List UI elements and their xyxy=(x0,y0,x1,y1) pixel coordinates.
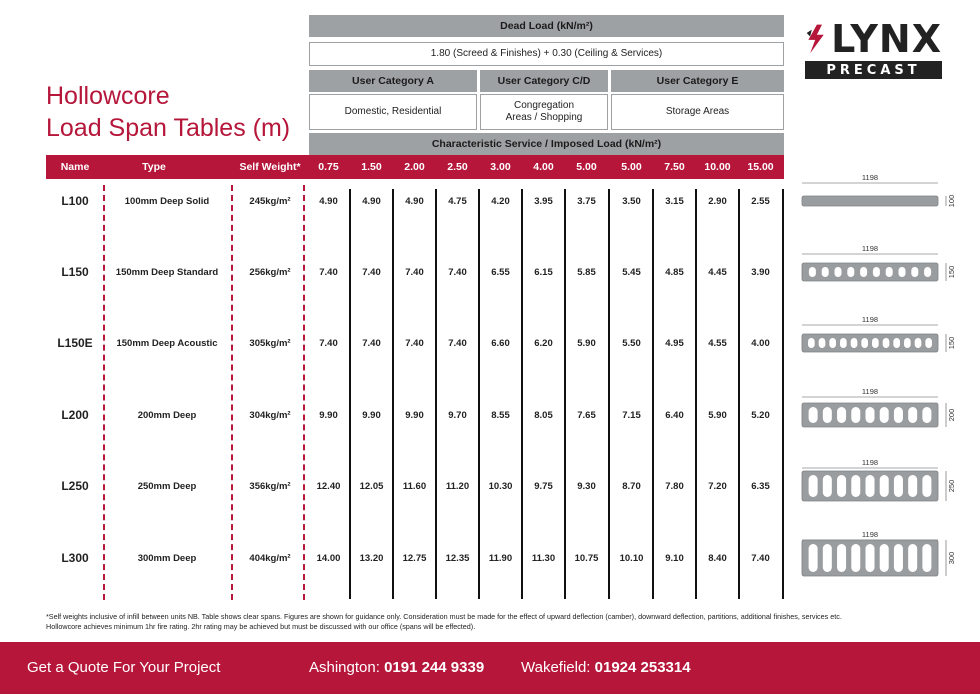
span-value: 5.90 xyxy=(577,337,596,349)
span-value: 3.15 xyxy=(665,195,684,207)
span-value: 6.35 xyxy=(751,480,770,492)
span-value: 3.90 xyxy=(751,266,770,278)
row-name: L100 xyxy=(61,194,89,208)
width-label: 1198 xyxy=(861,458,879,467)
footer-office-ashington[interactable] xyxy=(309,659,484,676)
hollow-core xyxy=(924,267,931,277)
footnote xyxy=(46,612,966,632)
header-name: Name xyxy=(60,161,90,173)
column-divider xyxy=(652,189,654,599)
span-value: 4.90 xyxy=(405,195,424,207)
hollow-core xyxy=(908,475,917,497)
footnote-line1: *Self weights inclusive of infill between units NB. Table shows clear spans. Figures are shown for guidance only. Consideration must be made for the effect of upward deflection (camber), downward deflection, partitions, additional finishes, services etc. xyxy=(46,612,842,621)
wakefield-phone[interactable]: 01924 253314 xyxy=(594,659,691,676)
category-cd-header: User Category C/D xyxy=(480,70,608,92)
span-value: 7.40 xyxy=(448,266,467,278)
depth-label: 200 xyxy=(947,408,956,422)
span-value: 6.60 xyxy=(491,337,510,349)
row-type: 200mm Deep xyxy=(137,409,197,421)
row-name: L300 xyxy=(61,551,89,565)
row-self-weight: 304kg/m² xyxy=(249,409,291,421)
span-value: 7.40 xyxy=(319,266,338,278)
span-value: 13.20 xyxy=(359,552,384,564)
span-value: 6.20 xyxy=(534,337,553,349)
hollow-core xyxy=(809,475,818,497)
span-value: 7.40 xyxy=(405,337,424,349)
span-value: 11.60 xyxy=(402,480,427,492)
header-load-1: 1.50 xyxy=(361,161,382,173)
column-divider xyxy=(608,189,610,599)
span-value: 4.55 xyxy=(708,337,727,349)
span-value: 10.10 xyxy=(619,552,644,564)
width-label: 1198 xyxy=(861,173,879,182)
category-e-desc xyxy=(611,94,784,130)
span-value: 8.70 xyxy=(622,480,641,492)
hollow-core xyxy=(861,338,868,348)
column-divider xyxy=(435,189,437,599)
header-load-4: 3.00 xyxy=(490,161,511,173)
dashed-separator xyxy=(231,185,233,600)
span-value: 8.55 xyxy=(491,409,510,421)
column-divider xyxy=(695,189,697,599)
depth-label: 250 xyxy=(947,479,956,493)
hollow-core xyxy=(894,544,903,572)
dead-load-value: 1.80 (Screed & Finishes) + 0.30 (Ceiling & Services) xyxy=(309,42,784,66)
row-name: L150E xyxy=(57,336,93,350)
page-title xyxy=(46,80,290,144)
hollow-core xyxy=(837,407,846,423)
ashington-phone[interactable]: 0191 244 9339 xyxy=(384,659,485,676)
span-value: 7.40 xyxy=(405,266,424,278)
row-type: 100mm Deep Solid xyxy=(124,195,210,207)
hollow-core xyxy=(893,338,900,348)
span-value: 9.10 xyxy=(665,552,684,564)
span-value: 2.55 xyxy=(751,195,770,207)
hollow-core xyxy=(819,338,826,348)
row-type: 150mm Deep Acoustic xyxy=(116,337,218,349)
span-value: 9.90 xyxy=(405,409,424,421)
category-a-desc-text: Domestic, Residential xyxy=(344,105,442,117)
span-value: 6.15 xyxy=(534,266,553,278)
hollow-core xyxy=(866,544,875,572)
hollow-core xyxy=(899,267,906,277)
hollow-core xyxy=(894,475,903,497)
hollow-core xyxy=(851,544,860,572)
header-load-5: 4.00 xyxy=(533,161,554,173)
span-value: 6.40 xyxy=(665,409,684,421)
span-value: 4.20 xyxy=(491,195,510,207)
section-profile-l100 xyxy=(796,169,961,227)
hollow-core xyxy=(847,267,854,277)
hollow-core xyxy=(922,407,931,423)
category-e-header: User Category E xyxy=(611,70,784,92)
hollow-core xyxy=(851,475,860,497)
span-value: 5.90 xyxy=(708,409,727,421)
column-divider xyxy=(738,189,740,599)
wakefield-label: Wakefield: xyxy=(521,659,591,676)
width-label: 1198 xyxy=(861,315,879,324)
span-value: 4.95 xyxy=(665,337,684,349)
row-self-weight: 305kg/m² xyxy=(249,337,291,349)
category-a-header: User Category A xyxy=(309,70,477,92)
span-value: 11.20 xyxy=(445,480,470,492)
hollow-core xyxy=(837,475,846,497)
column-divider xyxy=(478,189,480,599)
row-self-weight: 404kg/m² xyxy=(249,552,291,564)
span-value: 12.40 xyxy=(316,480,341,492)
hollow-core xyxy=(860,267,867,277)
span-value: 4.85 xyxy=(665,266,684,278)
hollow-core xyxy=(880,475,889,497)
span-value: 7.40 xyxy=(362,266,381,278)
span-value: 10.30 xyxy=(488,480,513,492)
span-value: 6.55 xyxy=(491,266,510,278)
span-value: 14.00 xyxy=(316,552,341,564)
span-value: 11.30 xyxy=(531,552,556,564)
hollow-core xyxy=(837,544,846,572)
span-value: 5.20 xyxy=(751,409,770,421)
hollow-core xyxy=(872,338,879,348)
lynx-precast-logo xyxy=(805,17,942,79)
hollow-core xyxy=(911,267,918,277)
header-self-weight: Self Weight* xyxy=(239,161,301,173)
hollow-core xyxy=(922,475,931,497)
hollow-core xyxy=(880,407,889,423)
span-value: 7.65 xyxy=(577,409,596,421)
hollow-core xyxy=(809,407,818,423)
row-name: L150 xyxy=(61,265,89,279)
row-type: 300mm Deep xyxy=(137,552,197,564)
section-profile-l150e xyxy=(796,311,961,369)
span-value: 7.40 xyxy=(751,552,770,564)
depth-label: 150 xyxy=(947,265,956,279)
hollow-core xyxy=(835,267,842,277)
section-profile-l300 xyxy=(796,526,961,584)
span-value: 11.90 xyxy=(488,552,513,564)
category-cd-desc-line2: Areas / Shopping xyxy=(505,112,583,123)
footer-office-wakefield[interactable] xyxy=(521,659,691,676)
row-self-weight: 245kg/m² xyxy=(249,195,291,207)
width-label: 1198 xyxy=(861,530,879,539)
slab-section xyxy=(802,196,938,206)
dashed-separator xyxy=(303,185,305,600)
category-cd-desc xyxy=(480,94,608,130)
column-divider xyxy=(564,189,566,599)
row-self-weight: 356kg/m² xyxy=(249,480,291,492)
page-title-line1: Hollowcore xyxy=(46,82,170,110)
hollow-core xyxy=(925,338,932,348)
row-self-weight: 256kg/m² xyxy=(249,266,291,278)
span-value: 12.35 xyxy=(445,552,470,564)
category-a-desc xyxy=(309,94,477,130)
hollow-core xyxy=(823,407,832,423)
row-type: 150mm Deep Standard xyxy=(115,266,219,278)
header-load-3: 2.50 xyxy=(447,161,468,173)
lynx-claw-icon xyxy=(805,22,827,56)
span-value: 9.90 xyxy=(319,409,338,421)
header-load-8: 7.50 xyxy=(664,161,685,173)
depth-label: 150 xyxy=(947,336,956,350)
span-value: 9.70 xyxy=(448,409,467,421)
hollow-core xyxy=(866,475,875,497)
header-load-10: 15.00 xyxy=(747,161,774,173)
char-load-header: Characteristic Service / Imposed Load (kN/m²) xyxy=(309,133,784,155)
page-title-line2: Load Span Tables (m) xyxy=(46,114,291,142)
hollow-core xyxy=(894,407,903,423)
column-divider xyxy=(521,189,523,599)
span-value: 7.80 xyxy=(665,480,684,492)
header-load-2: 2.00 xyxy=(404,161,425,173)
row-type: 250mm Deep xyxy=(137,480,197,492)
span-value: 3.95 xyxy=(534,195,553,207)
hollow-core xyxy=(829,338,836,348)
span-value: 4.00 xyxy=(751,337,770,349)
span-value: 4.45 xyxy=(708,266,727,278)
hollow-core xyxy=(908,407,917,423)
span-value: 5.85 xyxy=(577,266,596,278)
span-value: 7.15 xyxy=(622,409,641,421)
span-value: 8.05 xyxy=(534,409,553,421)
logo-sub: PRECAST xyxy=(805,61,942,79)
span-value: 3.75 xyxy=(577,195,596,207)
category-cd-desc-line1: Congregation xyxy=(513,99,575,111)
footer-cta[interactable]: Get a Quote For Your Project xyxy=(27,659,221,676)
span-value: 5.45 xyxy=(622,266,641,278)
span-value: 7.40 xyxy=(362,337,381,349)
section-profile-l150 xyxy=(796,240,961,298)
hollow-core xyxy=(823,544,832,572)
depth-label: 100 xyxy=(947,194,956,208)
span-value: 12.05 xyxy=(359,480,384,492)
span-value: 2.90 xyxy=(708,195,727,207)
header-load-0: 0.75 xyxy=(318,161,339,173)
column-divider xyxy=(392,189,394,599)
width-label: 1198 xyxy=(861,387,879,396)
header-type: Type xyxy=(142,161,166,173)
hollow-core xyxy=(851,338,858,348)
column-divider xyxy=(349,189,351,599)
header-load-7: 5.00 xyxy=(621,161,642,173)
dashed-separator xyxy=(103,185,105,600)
depth-label: 300 xyxy=(947,551,956,565)
hollow-core xyxy=(873,267,880,277)
header-load-6: 5.00 xyxy=(576,161,597,173)
hollow-core xyxy=(915,338,922,348)
hollow-core xyxy=(808,338,815,348)
span-value: 8.40 xyxy=(708,552,727,564)
hollow-core xyxy=(822,267,829,277)
span-value: 9.75 xyxy=(534,480,553,492)
dead-load-header: Dead Load (kN/m²) xyxy=(309,15,784,37)
hollow-core xyxy=(886,267,893,277)
span-value: 5.50 xyxy=(622,337,641,349)
span-value: 4.90 xyxy=(319,195,338,207)
span-value: 7.20 xyxy=(708,480,727,492)
logo-word: LYNX xyxy=(831,16,942,61)
hollow-core xyxy=(809,544,818,572)
span-value: 9.90 xyxy=(362,409,381,421)
row-name: L200 xyxy=(61,408,89,422)
hollow-core xyxy=(880,544,889,572)
span-value: 10.75 xyxy=(574,552,599,564)
column-divider xyxy=(782,189,784,599)
section-profile-l200 xyxy=(796,383,961,441)
hollow-core xyxy=(883,338,890,348)
hollow-core xyxy=(840,338,847,348)
category-e-desc-text: Storage Areas xyxy=(665,105,730,117)
header-load-9: 10.00 xyxy=(704,161,731,173)
hollow-core xyxy=(908,544,917,572)
footnote-line2: Hollowcore achieves minimum 1hr fire rating. 2hr rating may be achieved but must be discussed with our office (spans will be effected). xyxy=(46,622,476,631)
hollow-core xyxy=(904,338,911,348)
span-value: 9.30 xyxy=(577,480,596,492)
hollow-core xyxy=(823,475,832,497)
span-value: 7.40 xyxy=(448,337,467,349)
footer-bar xyxy=(0,642,980,694)
hollow-core xyxy=(809,267,816,277)
row-name: L250 xyxy=(61,479,89,493)
hollow-core xyxy=(866,407,875,423)
span-value: 3.50 xyxy=(622,195,641,207)
span-value: 12.75 xyxy=(402,552,427,564)
hollow-core xyxy=(851,407,860,423)
section-profile-l250 xyxy=(796,454,961,512)
span-value: 4.75 xyxy=(448,195,467,207)
width-label: 1198 xyxy=(861,244,879,253)
ashington-label: Ashington: xyxy=(309,659,380,676)
span-value: 4.90 xyxy=(362,195,381,207)
span-value: 7.40 xyxy=(319,337,338,349)
hollow-core xyxy=(922,544,931,572)
